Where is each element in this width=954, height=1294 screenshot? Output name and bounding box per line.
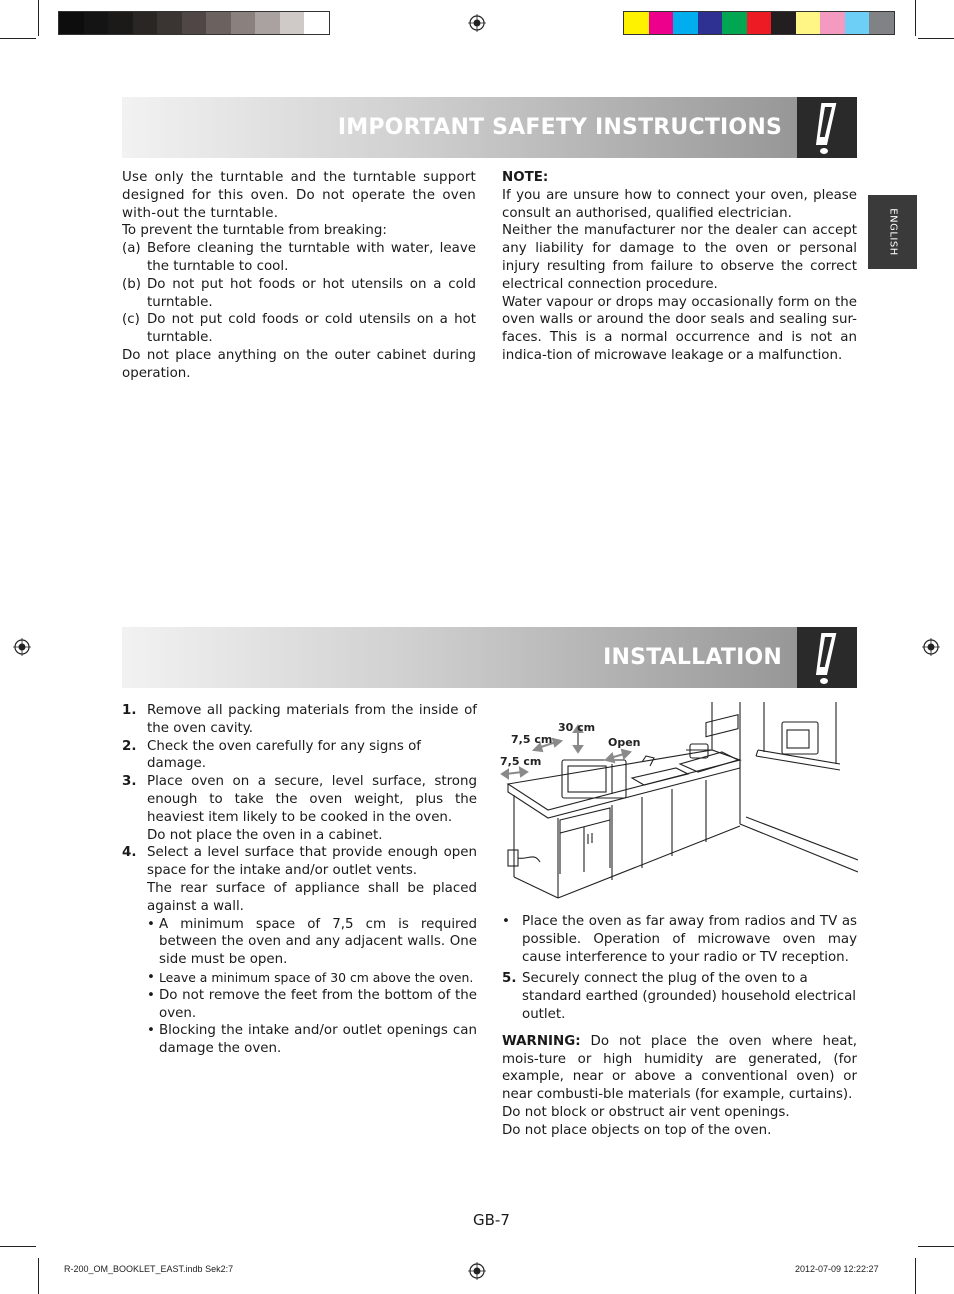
list-item: • Leave a minimum space of 30 cm above the oven. — [147, 969, 474, 985]
color-swatch — [304, 12, 329, 34]
color-swatch — [182, 12, 207, 34]
grey-color-bar — [58, 11, 330, 35]
list-item: 1. Remove all packing materials from the inside of the oven cavity. — [122, 703, 477, 736]
list-item: 3. Place oven on a secure, level surface, strong enough to take the oven weight, plus the heaviest item likely to be cooked in the oven. Do not place the oven in a cabinet. — [122, 774, 477, 843]
color-swatch — [820, 12, 845, 34]
color-swatch — [255, 12, 280, 34]
color-swatch — [157, 12, 182, 34]
color-swatch — [796, 12, 821, 34]
safety-banner — [122, 97, 857, 158]
installation-left-column — [122, 702, 477, 1058]
vapour-paragraph: Water vapour or drops may occasionally form on the oven walls or around the door seals and sealing sur-faces. This is a normal occurrence and is not an indica-tion of microwave leakage or a malfunction. — [502, 294, 857, 363]
color-swatch — [280, 12, 305, 34]
color-swatch — [771, 12, 796, 34]
list-item: (b) Do not put hot foods or hot utensils on a cold turntable. — [122, 276, 476, 310]
color-swatch — [747, 12, 772, 34]
language-tab — [868, 195, 917, 269]
clearance-side-label: 7,5 cm — [511, 733, 553, 746]
list-item: 5. Securely connect the plug of the oven to a standard earthed (grounded) household electrical outlet. — [502, 971, 857, 1022]
warning-vents: Do not block or obstruct air vent openings. — [502, 1104, 790, 1120]
warning-label: WARNING: — [502, 1033, 581, 1049]
list-item: • Do not remove the feet from the bottom of the oven. — [147, 987, 477, 1021]
open-side-label: Open — [608, 736, 641, 749]
turntable-paragraph: Use only the turntable and the turntable support designed for this oven. Do not operate the oven with-out the turntable. — [122, 170, 476, 221]
color-swatch — [59, 12, 84, 34]
process-color-bar — [623, 11, 895, 35]
installation-title: INSTALLATION — [603, 645, 782, 670]
turntable-intro: To prevent the turntable from breaking: — [122, 223, 387, 239]
color-swatch — [869, 12, 894, 34]
color-swatch — [845, 12, 870, 34]
list-item: (a) Before cleaning the turntable with water, leave the turntable to cool. — [122, 241, 476, 274]
list-item: 4. Select a level surface that provide enough open space for the intake and/or outlet vents. The rear surface of appliance shall be placed against a wall. • A minimum space of 7,5 cm is required between the oven and any adjacent walls. One side must be open. • Leave a minimum space of 30 cm above the oven. • Do not remove the feet from the bottom of the oven. • Blocking the intake and/or outlet openings can damage the oven. — [122, 845, 477, 1057]
cabinet-paragraph: Do not place anything on the outer cabinet during operation. — [122, 347, 476, 381]
clearance-side-label: 7,5 cm — [500, 755, 542, 768]
list-item: • Place the oven as far away from radios and TV as possible. Operation of microwave oven may cause interference to your radio or TV reception. — [502, 914, 857, 965]
color-swatch — [649, 12, 674, 34]
installation-right-column — [502, 913, 857, 1140]
date-slug: 2012-07-09 12:22:27 — [795, 1264, 879, 1274]
color-swatch — [698, 12, 723, 34]
warning-objects: Do not place objects on top of the oven. — [502, 1122, 772, 1138]
color-swatch — [231, 12, 256, 34]
color-swatch — [84, 12, 109, 34]
list-item: (c) Do not put cold foods or cold utensils on a hot turntable. — [122, 312, 476, 346]
safety-title: IMPORTANT SAFETY INSTRUCTIONS — [337, 115, 782, 140]
safety-left-column — [122, 169, 476, 383]
color-swatch — [673, 12, 698, 34]
color-swatch — [108, 12, 133, 34]
color-swatch — [624, 12, 649, 34]
warning-icon — [797, 627, 857, 688]
color-swatch — [206, 12, 231, 34]
clearance-top-label: 30 cm — [558, 721, 596, 734]
note-paragraph: If you are unsure how to connect your oven, please consult an authorised, qualified electrician. — [502, 187, 857, 221]
liability-paragraph: Neither the manufacturer nor the dealer can accept any liability for damage to the oven or personal injury resulting from failure to observe the correct electrical connection procedure. — [502, 223, 857, 292]
warning-icon — [797, 97, 857, 158]
installation-banner — [122, 627, 857, 688]
warning-paragraph: WARNING: Do not place the oven where heat, mois-ture or high humidity are generated, (for example, near or above a conventional oven) or near combusti-ble materials (for example, curtains). — [502, 1033, 857, 1103]
kitchen-installation-diagram — [500, 702, 858, 900]
safety-right-column — [502, 169, 857, 365]
note-label: NOTE: — [502, 170, 549, 185]
list-item: 2. Check the oven carefully for any signs of damage. — [122, 738, 421, 772]
registration-mark-icon — [468, 14, 486, 32]
registration-mark-icon — [922, 638, 940, 656]
page-number: GB-7 — [473, 1211, 510, 1229]
registration-mark-icon — [13, 638, 31, 656]
registration-mark-icon — [468, 1262, 486, 1280]
color-swatch — [133, 12, 158, 34]
color-swatch — [722, 12, 747, 34]
file-slug: R-200_OM_BOOKLET_EAST.indb Sek2:7 — [64, 1264, 234, 1274]
language-tab-label: ENGLISH — [887, 208, 898, 256]
list-item: • Blocking the intake and/or outlet openings can damage the oven. — [147, 1023, 477, 1057]
list-item: • A minimum space of 7,5 cm is required between the oven and any adjacent walls. One side must be open. — [147, 916, 477, 968]
